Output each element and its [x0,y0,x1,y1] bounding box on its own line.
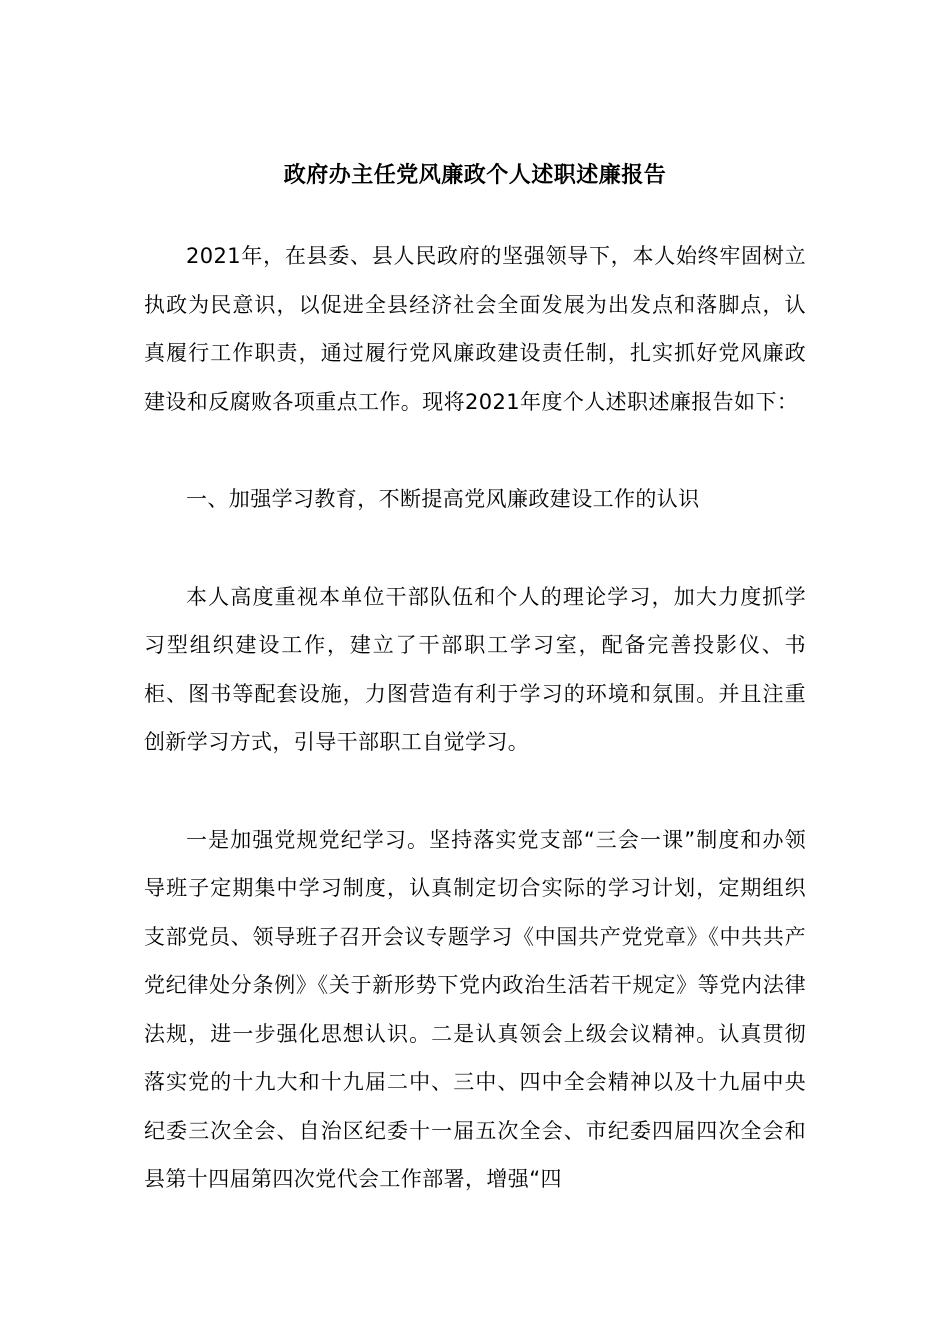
section-heading-1: 一、加强学习教育，不断提高党风廉政建设工作的认识 [186,487,700,511]
intro-paragraph: 2021年，在县委、县人民政府的坚强领导下，本人始终牢固树立执政为民意识，以促进全县经济社会全面发展为出发点和落脚点，认真履行工作职责，通过履行党风廉政建设责任制，扎实抓好党风廉政建设和反腐败各项重点工作。现将2021年度个人述职述廉报告如下： [144,244,806,414]
document-body [144,232,806,1253]
section-1-paragraph-2: 一是加强党规党纪学习。坚持落实党支部“三会一课”制度和办领导班子定期集中学习制度，认真制定切合实际的学习计划，定期组织支部党员、领导班子召开会议专题学习《中国共产党党章》《中共共产党纪律处分条例》《关于新形势下党内政治生活若干规定》等党内法律法规，进一步强化思想认识。二是认真领会上级会议精神。认真贯彻落实党的十九大和十九届二中、三中、四中全会精神以及十九届中央纪委三次全会、自治区纪委十一届五次全会、市纪委四届四次全会和县第十四届第四次党代会工作部署，增强“四 [144,827,806,1191]
document-title: 政府办主任党风廉政个人述职述廉报告 [283,163,667,188]
section-1-paragraph-1: 本人高度重视本单位干部队伍和个人的理论学习，加大力度抓学习型组织建设工作，建立了干部职工学习室，配备完善投影仪、书柜、图书等配套设施，力图营造有利于学习的环境和氛围。并且注重创新学习方式，引导干部职工自觉学习。 [144,584,806,754]
